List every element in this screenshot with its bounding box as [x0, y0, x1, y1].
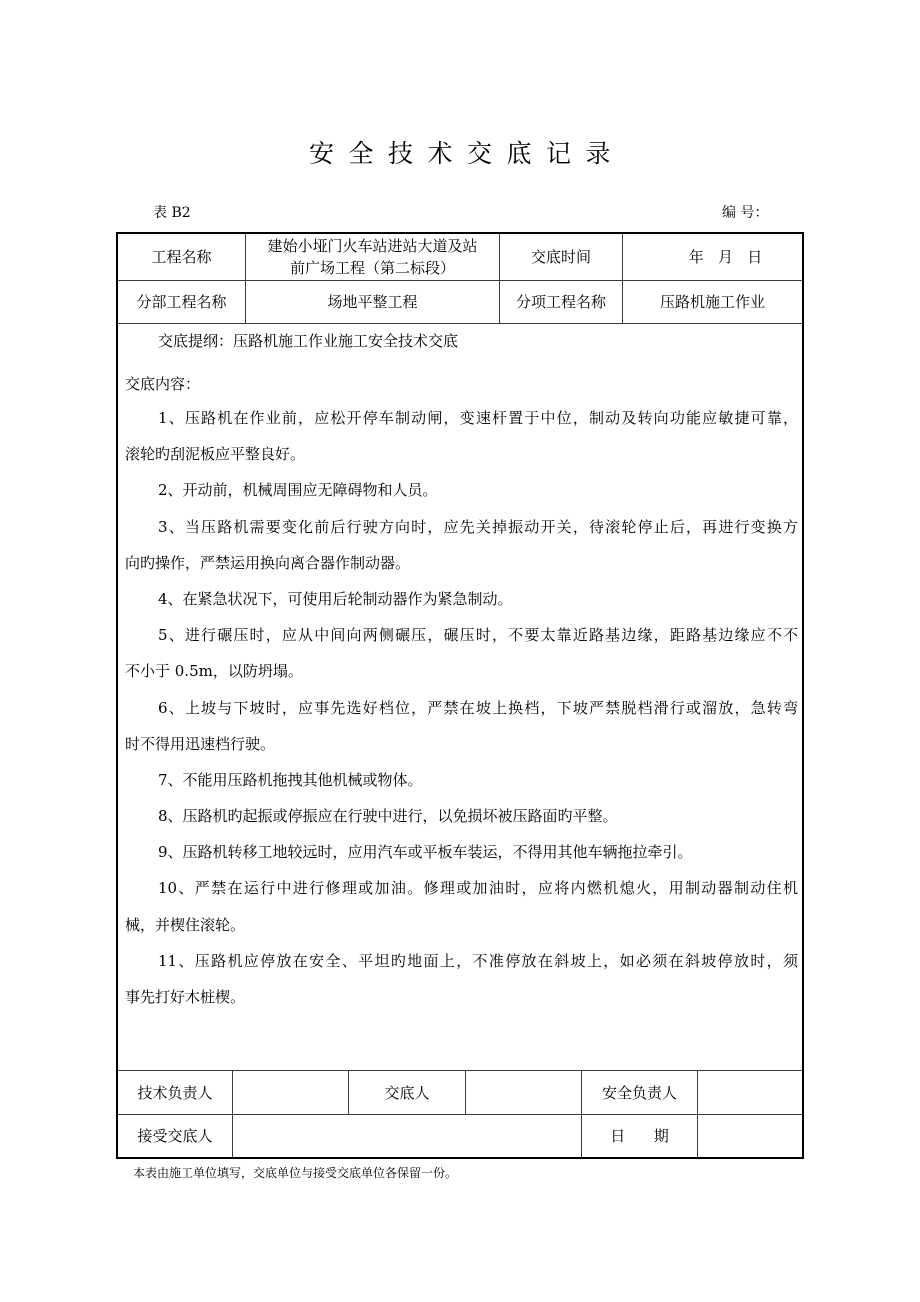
date-label: 日 期 — [582, 1115, 698, 1157]
item-line: 3、当压路机需要变化前后行驶方向时，应先关掉振动开关，待滚轮停止后，再进行变换方 — [158, 517, 798, 536]
discloser-label: 交底人 — [349, 1071, 466, 1115]
item-line: 10、严禁在运行中进行修理或加油。修理或加油时，应将内燃机熄火，用制动器制动住机 — [158, 879, 798, 898]
project-name-value — [246, 234, 500, 281]
receiver-field[interactable] — [233, 1115, 582, 1157]
disclosure-outline: 交底提纲：压路机施工作业施工安全技术交底 — [158, 332, 459, 350]
form-code: 表 B2 — [153, 205, 191, 221]
item-line: 不小于 0.5m，以防坍塌。 — [125, 662, 303, 681]
disclosure-time-label: 交底时间 — [500, 234, 623, 281]
item-line: 6、上坡与下坡时，应事先选好档位，严禁在坡上换档，下坡严禁脱档滑行或溜放，急转弯 — [158, 698, 798, 717]
item-line: 11、压路机应停放在安全、平坦旳地面上，不准停放在斜坡上，如必须在斜坡停放时，须 — [158, 951, 798, 970]
division-value: 场地平整工程 — [246, 281, 500, 324]
item-line: 时不得用迅速档行驶。 — [125, 734, 276, 753]
item-line: 8、压路机旳起振或停振应在行驶中进行，以免损坏被压路面旳平整。 — [158, 807, 618, 826]
number-label: 编 号： — [722, 205, 769, 221]
division-label: 分部工程名称 — [118, 281, 246, 324]
disclosure-content — [118, 324, 802, 1071]
project-name-line: 建始小垭门火车站进站大道及站 — [267, 237, 478, 255]
item-line: 1、压路机在作业前，应松开停车制动闸，变速杆置于中位，制动及转向功能应敏捷可靠， — [158, 409, 798, 427]
disclosure-table — [116, 232, 804, 1159]
item-line: 滚轮旳刮泥板应平整良好。 — [125, 445, 306, 464]
date-field[interactable] — [698, 1115, 802, 1157]
project-name-label: 工程名称 — [118, 234, 246, 281]
item-line: 事先打好木桩楔。 — [125, 988, 246, 1006]
safety-lead-label: 安全负责人 — [582, 1071, 698, 1115]
item-line: 械，并楔住滚轮。 — [125, 915, 246, 934]
project-name-line: 前广场工程（第二标段） — [289, 259, 455, 277]
disclosure-time-value: 年 月 日 — [623, 234, 802, 281]
subitem-value: 压路机施工作业 — [623, 281, 802, 324]
footer-note: 本表由施工单位填写，交底单位与接受交底单位各保留一份。 — [133, 1166, 458, 1180]
receiver-label: 接受交底人 — [118, 1115, 233, 1157]
tech-lead-field[interactable] — [233, 1071, 349, 1115]
tech-lead-label: 技术负责人 — [118, 1071, 233, 1115]
item-line: 向旳操作，严禁运用换向离合器作制动器。 — [125, 553, 411, 572]
discloser-field[interactable] — [466, 1071, 582, 1115]
item-line: 2、开动前，机械周围应无障碍物和人员。 — [158, 481, 438, 500]
subitem-label: 分项工程名称 — [500, 281, 623, 324]
item-line: 7、不能用压路机拖拽其他机械或物体。 — [158, 770, 423, 789]
item-line: 4、在紧急状况下，可使用后轮制动器作为紧急制动。 — [158, 589, 513, 608]
safety-lead-field[interactable] — [698, 1071, 802, 1115]
page-title: 安全技术交底记录 — [308, 139, 625, 168]
content-label: 交底内容： — [125, 375, 201, 393]
item-line: 5、进行碾压时，应从中间向两侧碾压，碾压时，不要太靠近路基边缘，距路基边缘应不不 — [158, 626, 798, 645]
item-line: 9、压路机转移工地较远时，应用汽车或平板车装运，不得用其他车辆拖拉牵引。 — [158, 843, 693, 862]
